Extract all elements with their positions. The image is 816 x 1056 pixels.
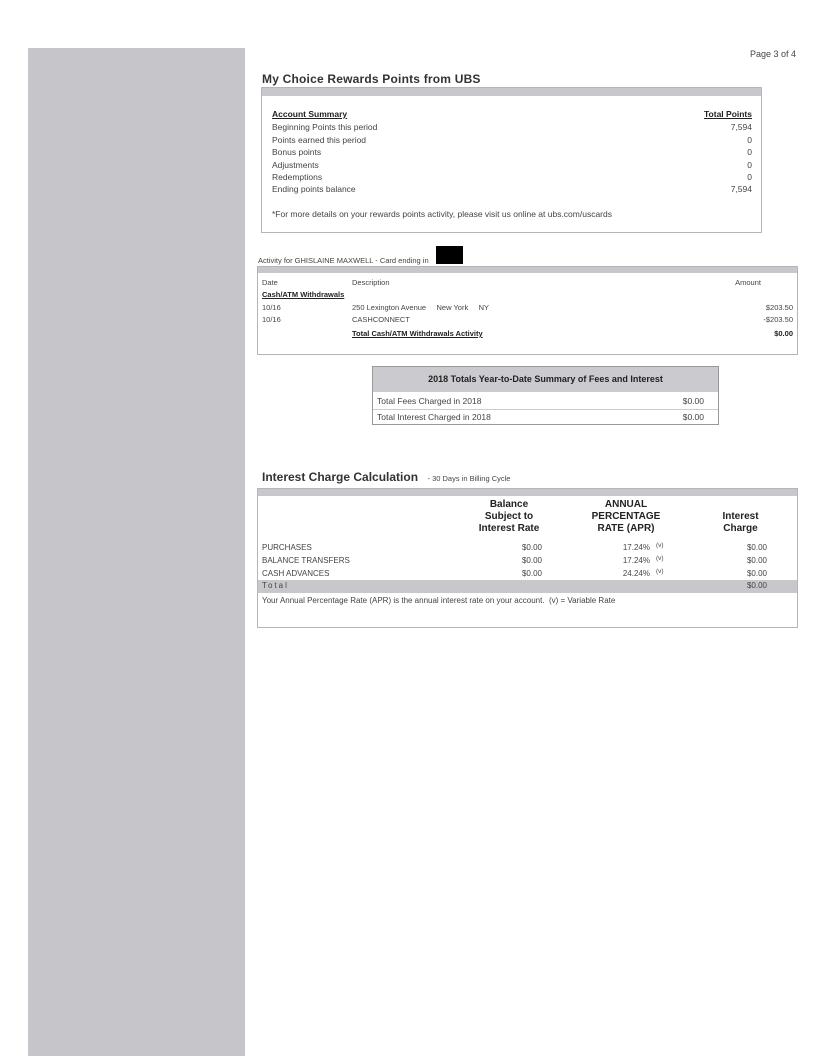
apr-header-line: PERCENTAGE [591, 511, 661, 522]
rewards-row-value: 0 [747, 172, 752, 182]
activity-row [262, 302, 793, 314]
interest-row-charge: $0.00 [746, 556, 767, 565]
charge-header-line: Charge [723, 523, 758, 534]
activity-total-row [262, 328, 793, 340]
rewards-title: My Choice Rewards Points from UBS [262, 72, 481, 86]
account-summary-header: Account Summary [272, 109, 348, 119]
interest-row-charge: $0.00 [746, 543, 767, 552]
interest-row-apr: 17.24% [622, 556, 650, 565]
ytd-summary-box [372, 366, 719, 425]
activity-date: 10/16 [262, 315, 281, 324]
interest-row-balance: $0.00 [521, 543, 542, 552]
sidebar-panel [28, 48, 245, 1056]
activity-header-date: Date [262, 278, 278, 287]
activity-header-bar [258, 267, 797, 273]
activity-row [262, 314, 793, 326]
interest-total-label: Total [262, 581, 289, 590]
rewards-header-bar [262, 88, 761, 96]
rewards-row-value: 0 [747, 147, 752, 157]
activity-total-label: Total Cash/ATM Withdrawals Activity [352, 329, 483, 338]
rewards-row [272, 146, 752, 159]
interest-row-apr: 24.24% [622, 569, 650, 578]
rewards-row-label: Redemptions [272, 172, 323, 182]
balance-header-line: Balance [489, 499, 529, 510]
apr-footnote: Your Annual Percentage Rate (APR) is the annual interest rate on your account. (v) = Variable Rate [262, 596, 616, 605]
rewards-row-label: Beginning Points this period [272, 122, 378, 132]
charge-header-line: Interest [722, 511, 759, 522]
balance-column-header [463, 499, 555, 535]
activity-section-title: Cash/ATM Withdrawals [262, 290, 345, 299]
interest-row [262, 542, 797, 554]
activity-amount: $203.50 [765, 303, 793, 312]
interest-row [262, 555, 797, 567]
interest-row-label: CASH ADVANCES [262, 569, 330, 578]
rewards-row-label: Points earned this period [272, 135, 367, 145]
rewards-row-label: Ending points balance [272, 184, 356, 194]
rewards-row-value: 7,594 [730, 122, 752, 132]
ytd-summary-title: 2018 Totals Year-to-Date Summary of Fees and Interest [373, 367, 718, 392]
interest-row-balance: $0.00 [521, 569, 542, 578]
total-points-header: Total Points [703, 109, 752, 119]
apr-header-line: RATE (APR) [597, 523, 655, 534]
activity-box [257, 266, 798, 355]
balance-header-line: Subject to [484, 511, 534, 522]
rewards-row-label: Adjustments [272, 160, 319, 170]
card-number-redaction [436, 246, 463, 264]
apr-header-line: ANNUAL [604, 499, 648, 510]
ytd-row-value: $0.00 [682, 412, 704, 422]
balance-header-line: Interest Rate [478, 523, 540, 534]
ytd-row-label: Total Fees Charged in 2018 [377, 396, 482, 406]
activity-title-line [258, 246, 463, 264]
ytd-row-label: Total Interest Charged in 2018 [377, 412, 491, 422]
ytd-row [377, 411, 704, 424]
page-number: Page 3 of 4 [749, 49, 796, 59]
rewards-row-label: Bonus points [272, 147, 322, 157]
rewards-note: *For more details on your rewards points activity, please visit us online at ubs.com/uscards [272, 209, 612, 219]
charge-column-header [698, 511, 783, 535]
activity-date: 10/16 [262, 303, 281, 312]
interest-total-charge: $0.00 [746, 581, 767, 590]
interest-row-flag: (v) [656, 555, 664, 562]
ytd-divider [373, 409, 718, 410]
activity-description: 250 Lexington Avenue New York NY [352, 303, 490, 312]
rewards-row [272, 183, 752, 196]
interest-title-line [262, 468, 510, 486]
activity-total-amount: $0.00 [774, 329, 793, 338]
apr-column-header [576, 499, 676, 535]
rewards-box [261, 87, 762, 233]
rewards-row-value: 7,594 [730, 184, 752, 194]
rewards-row-value: 0 [747, 160, 752, 170]
activity-description: CASHCONNECT [352, 315, 410, 324]
interest-box [257, 488, 798, 628]
interest-row [262, 568, 797, 580]
rewards-row-value: 0 [747, 135, 752, 145]
interest-row-label: BALANCE TRANSFERS [262, 556, 350, 565]
activity-header-description: Description [352, 278, 390, 287]
interest-row-flag: (v) [656, 542, 664, 549]
ytd-row [377, 395, 704, 408]
interest-subtitle: - 30 Days in Billing Cycle [427, 474, 511, 483]
rewards-row [272, 121, 752, 134]
interest-row-balance: $0.00 [521, 556, 542, 565]
interest-total-row [258, 580, 797, 593]
interest-row-flag: (v) [656, 568, 664, 575]
activity-amount: -$203.50 [763, 315, 793, 324]
interest-header-bar [258, 489, 797, 496]
interest-row-apr: 17.24% [622, 543, 650, 552]
ytd-row-value: $0.00 [682, 396, 704, 406]
interest-title: Interest Charge Calculation [262, 470, 419, 484]
activity-header-amount: Amount [735, 278, 761, 287]
interest-row-charge: $0.00 [746, 569, 767, 578]
interest-row-label: PURCHASES [262, 543, 312, 552]
activity-title: Activity for GHISLAINE MAXWELL - Card ending in [258, 256, 429, 265]
